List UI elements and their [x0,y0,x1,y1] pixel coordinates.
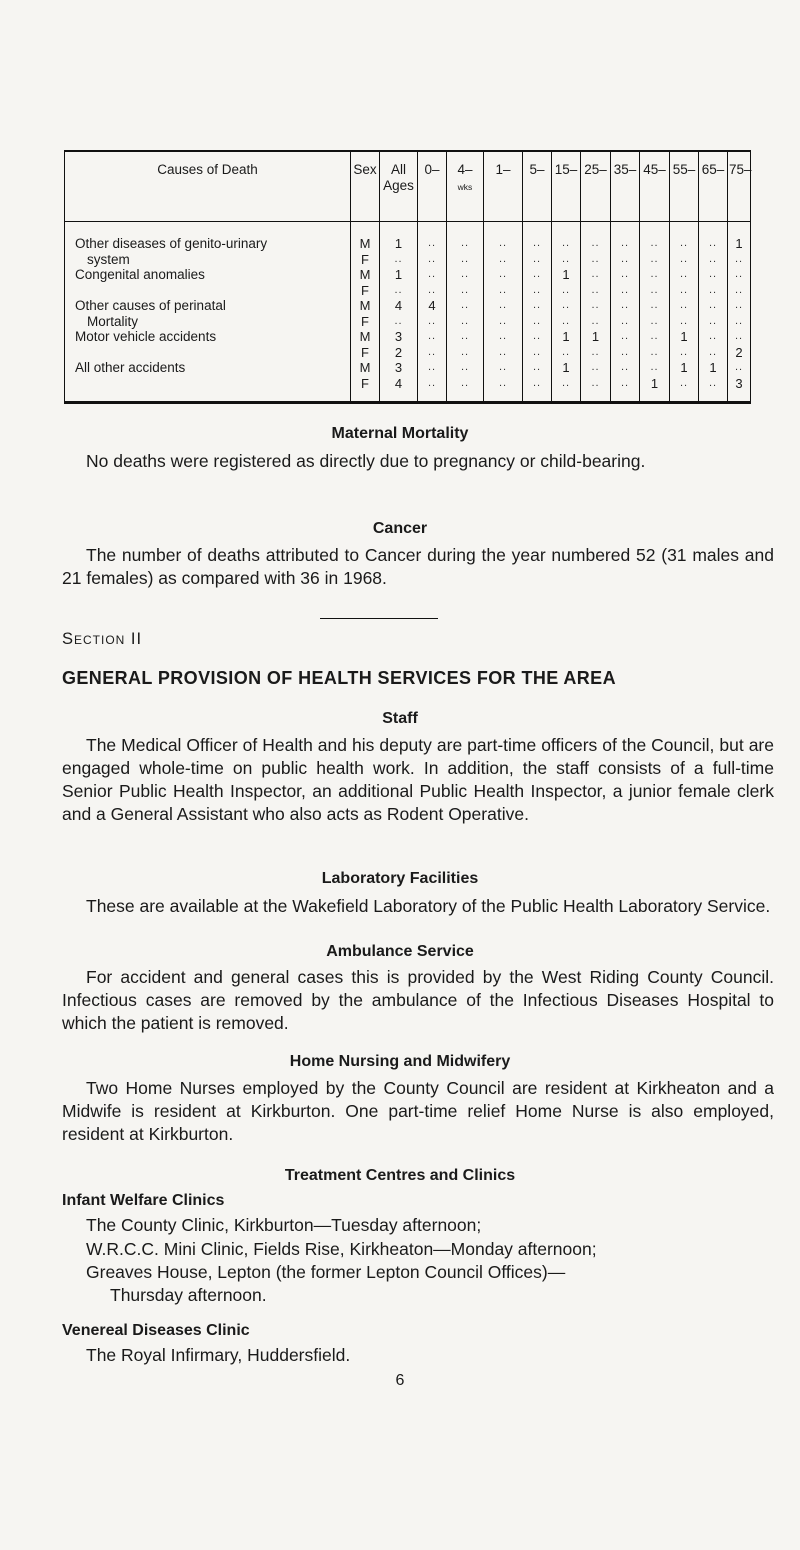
all-ages-cell: 4 [380,298,418,314]
age-cell: .. [640,329,670,345]
age-cell: .. [611,222,640,252]
age-cell: .. [523,267,552,283]
clinics-heading: Treatment Centres and Clinics [284,1167,516,1184]
all-ages-cell: 1 [380,267,418,283]
header-age-35: 35– [611,151,640,222]
age-cell: .. [484,222,523,252]
age-cell: .. [418,222,447,252]
cause-cell: system [87,251,130,267]
age-cell: 1 [552,329,581,345]
age-cell: 2 [728,345,751,361]
age-cell: .. [523,376,552,403]
table-row [65,376,751,403]
age-cell: .. [611,298,640,314]
age-cell: .. [611,345,640,361]
age-cell: .. [728,329,751,345]
sex-cell: F [351,283,380,299]
cause-cell: Congenital anomalies [75,267,205,283]
age-cell: .. [728,267,751,283]
header-age-5: 5– [523,151,552,222]
age-cell: .. [552,298,581,314]
age-cell: 4 [418,298,447,314]
age-cell: .. [640,345,670,361]
lab-heading: Laboratory Facilities [321,870,479,887]
sex-cell: F [351,376,380,403]
age-cell: .. [523,329,552,345]
age-cell: .. [670,222,699,252]
age-cell: 1 [552,267,581,283]
age-cell: .. [523,314,552,330]
age-cell: .. [670,345,699,361]
all-ages-cell: .. [380,252,418,268]
clinic-line-4: Thursday afternoon. [110,1285,267,1305]
age-cell: .. [699,376,728,403]
table-row [65,360,751,376]
table-row [65,329,751,345]
age-cell: .. [418,329,447,345]
header-age-15: 15– [552,151,581,222]
age-cell: .. [670,298,699,314]
staff-text: The Medical Officer of Health and his deputy are part-time officers of the Council, but are engaged whole-time on public health work. In addition, the staff consists of a full-time Senior Public Health Inspector, an additional Public Health Inspector, a junior female clerk and a General Assistant who also acts as Rodent Operative. [62,735,774,824]
age-cell: .. [447,222,484,252]
age-cell: .. [552,314,581,330]
cause-cell: Mortality [87,313,139,329]
sex-cell: M [351,298,380,314]
table-row [65,283,751,299]
age-cell: .. [670,267,699,283]
age-cell: .. [523,360,552,376]
cause-cell: Motor vehicle accidents [75,329,217,345]
age-cell: .. [447,283,484,299]
age-cell: .. [611,314,640,330]
age-cell: .. [728,360,751,376]
maternal-heading: Maternal Mortality [331,425,469,442]
age-cell: .. [447,314,484,330]
age-cell: .. [581,252,611,268]
age-cell: .. [418,360,447,376]
table-row [65,298,751,314]
sex-cell: M [351,267,380,283]
age-cell: .. [640,360,670,376]
age-cell: 1 [728,222,751,252]
age-cell: .. [447,267,484,283]
age-cell: .. [581,345,611,361]
age-cell: .. [640,252,670,268]
age-cell: 1 [670,329,699,345]
age-cell: .. [418,267,447,283]
infant-welfare-heading: Infant Welfare Clinics [62,1192,225,1209]
age-cell: .. [447,345,484,361]
age-cell: .. [670,252,699,268]
all-ages-cell: 4 [380,376,418,403]
vd-clinic-heading: Venereal Diseases Clinic [62,1322,250,1339]
age-cell: .. [640,222,670,252]
age-cell: .. [581,267,611,283]
cancer-text: The number of deaths attributed to Cancer during the year numbered 52 (31 males and 21 females) as compared with 36 in 1968. [62,545,774,588]
age-cell: .. [552,376,581,403]
ambulance-heading: Ambulance Service [326,943,474,960]
age-cell: .. [699,314,728,330]
age-cell: 1 [581,329,611,345]
age-cell: .. [523,298,552,314]
age-cell: .. [611,376,640,403]
age-cell: .. [581,314,611,330]
age-cell: .. [552,222,581,252]
sex-cell: F [351,345,380,361]
header-all-ages: All Ages [380,151,418,222]
age-cell: .. [552,283,581,299]
age-cell: .. [640,298,670,314]
age-cell: 1 [670,360,699,376]
age-cell: .. [523,283,552,299]
cause-cell: All other accidents [75,360,186,376]
staff-heading: Staff [382,710,418,727]
all-ages-cell: 2 [380,345,418,361]
all-ages-cell: .. [380,314,418,330]
causes-of-death-table [64,150,751,404]
age-cell: .. [640,283,670,299]
age-cell: .. [728,298,751,314]
age-cell: .. [484,360,523,376]
table-row [65,222,751,252]
header-age-25: 25– [581,151,611,222]
header-age-0: 0– [418,151,447,222]
age-cell: .. [552,345,581,361]
age-cell: .. [670,314,699,330]
age-cell: .. [699,283,728,299]
age-cell: 3 [728,376,751,403]
clinic-line-3: Greaves House, Lepton (the former Lepton Council Offices)— [86,1262,566,1282]
age-cell: .. [447,360,484,376]
age-cell: .. [418,283,447,299]
age-cell: .. [640,314,670,330]
sex-cell: M [351,329,380,345]
header-age-4wks: 4– wks [447,151,484,222]
age-cell: .. [581,222,611,252]
divider-rule [320,618,438,619]
age-cell: .. [699,298,728,314]
age-cell: .. [418,314,447,330]
age-cell: .. [611,252,640,268]
age-cell: 1 [552,360,581,376]
table-row [65,345,751,361]
age-cell: .. [484,267,523,283]
section-label: Section II [62,630,143,648]
age-cell: .. [581,376,611,403]
header-wks-sub: wks [457,182,473,192]
ambulance-text: For accident and general cases this is provided by the West Riding County Council. Infectious cases are removed by the ambulance of the Infectious Diseases Hospital to which the patient is removed. [62,967,774,1033]
header-age-75: 75– [728,151,751,222]
table-row [65,267,751,283]
table-header-row [65,151,751,222]
age-cell: .. [447,298,484,314]
nursing-text: Two Home Nurses employed by the County Council are resident at Kirkheaton and a Midwife is resident at Kirkburton. One part-time relief Home Nurse is also employed, resident at Kirkburton. [62,1078,774,1144]
age-cell: .. [484,283,523,299]
age-cell: .. [728,252,751,268]
sex-cell: M [351,360,380,376]
age-cell: .. [611,360,640,376]
cause-cell: Other causes of perinatal [75,298,226,314]
clinic-line-2: W.R.C.C. Mini Clinic, Fields Rise, Kirkheaton—Monday afternoon; [86,1239,597,1259]
age-cell: .. [484,252,523,268]
sex-cell: F [351,314,380,330]
vd-clinic-line: The Royal Infirmary, Huddersfield. [86,1345,351,1365]
age-cell: .. [581,360,611,376]
age-cell: .. [484,314,523,330]
age-cell: .. [581,283,611,299]
clinic-line-1: The County Clinic, Kirkburton—Tuesday afternoon; [86,1215,482,1235]
all-ages-cell: .. [380,283,418,299]
cause-cell [65,283,351,299]
page-number: 6 [395,1372,405,1389]
age-cell: .. [699,222,728,252]
age-cell: .. [447,376,484,403]
age-cell: .. [484,345,523,361]
header-age-1: 1– [484,151,523,222]
age-cell: .. [447,329,484,345]
nursing-heading: Home Nursing and Midwifery [289,1053,511,1070]
age-cell: .. [581,298,611,314]
cause-cell [65,376,351,403]
sex-cell: M [351,222,380,252]
age-cell: .. [552,252,581,268]
age-cell: .. [418,376,447,403]
age-cell: .. [670,283,699,299]
cause-cell: Other diseases of genito-urinary [75,236,268,252]
age-cell: .. [418,345,447,361]
header-sex: Sex [351,151,380,222]
age-cell: .. [699,252,728,268]
header-age-55: 55– [670,151,699,222]
age-cell: 1 [699,360,728,376]
age-cell: .. [640,267,670,283]
age-cell: .. [611,283,640,299]
age-cell: .. [611,267,640,283]
age-cell: .. [670,376,699,403]
age-cell: .. [484,329,523,345]
age-cell: .. [523,222,552,252]
age-cell: .. [484,298,523,314]
all-ages-cell: 3 [380,329,418,345]
age-cell: .. [699,267,728,283]
table-row [65,314,751,330]
age-cell: .. [523,345,552,361]
age-cell: .. [523,252,552,268]
age-cell: .. [699,345,728,361]
age-cell: .. [699,329,728,345]
table-body [65,222,751,403]
all-ages-cell: 1 [380,222,418,252]
header-cause: Causes of Death [65,151,351,222]
section-title: GENERAL PROVISION OF HEALTH SERVICES FOR THE AREA [62,668,616,688]
cancer-heading: Cancer [372,520,428,537]
age-cell: .. [418,252,447,268]
table-row [65,252,751,268]
age-cell: .. [728,314,751,330]
age-cell: .. [447,252,484,268]
sex-cell: F [351,252,380,268]
age-cell: 1 [640,376,670,403]
lab-text: These are available at the Wakefield Laboratory of the Public Health Laboratory Service. [86,896,771,916]
header-age-65: 65– [699,151,728,222]
cause-cell [65,345,351,361]
age-cell: .. [611,329,640,345]
header-age-45: 45– [640,151,670,222]
maternal-text: No deaths were registered as directly due to pregnancy or child-bearing. [86,451,646,471]
age-cell: .. [728,283,751,299]
age-cell: .. [484,376,523,403]
all-ages-cell: 3 [380,360,418,376]
